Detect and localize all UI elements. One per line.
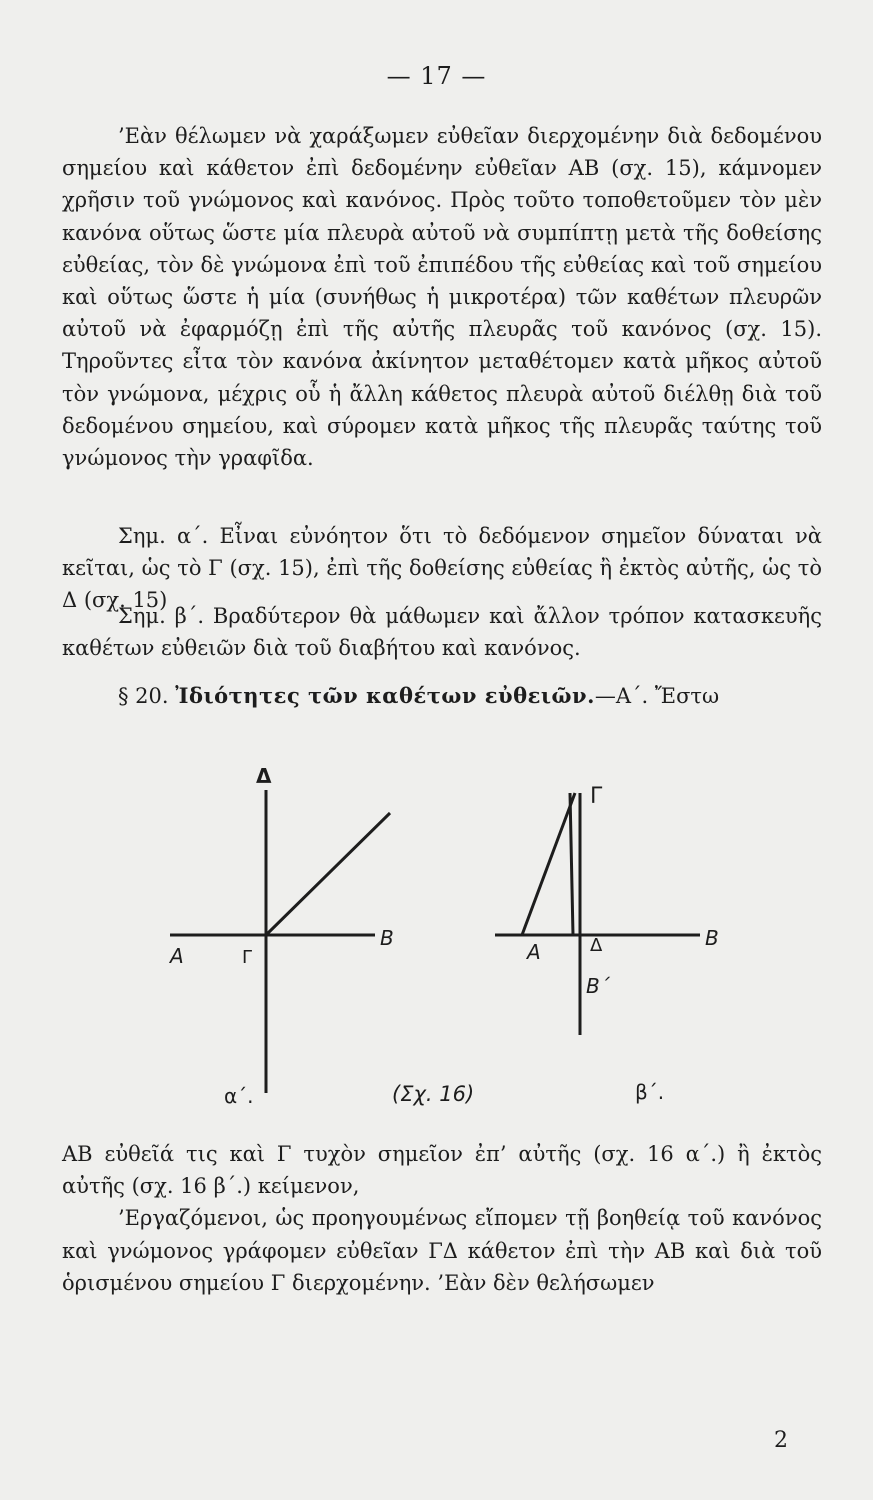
figure-label-alpha: α΄. bbox=[224, 1084, 254, 1108]
oblique-line-left bbox=[266, 813, 390, 935]
figure-16-alpha bbox=[168, 764, 394, 1108]
paragraph-construction bbox=[62, 120, 822, 474]
label-b-right: B bbox=[705, 926, 719, 950]
section-rest: —Α΄. Ἔστω bbox=[594, 684, 720, 708]
section-heading: Ἰδιότητες τῶν καθέτων εὐθειῶν. bbox=[175, 683, 595, 708]
oblique-line-right bbox=[522, 793, 575, 935]
figure-16-beta bbox=[495, 784, 719, 1104]
label-a-left: A bbox=[170, 944, 184, 968]
label-gamma-left: Γ bbox=[242, 947, 253, 968]
figure-caption: (Σχ. 16) bbox=[392, 1082, 475, 1106]
figure-label-beta: β΄. bbox=[635, 1080, 665, 1104]
label-gamma-right: Γ bbox=[590, 784, 603, 809]
paragraph-ab-text: ΑΒ εὐθεῖά τις καὶ Γ τυχὸν σημεῖον ἐπ’ αὐτῆς (σχ. 16 α΄.) ἢ ἐκτὸς αὐτῆς (σχ. 16 β΄.) κείμενον, bbox=[62, 1142, 822, 1199]
paragraph-continuation bbox=[62, 1138, 822, 1299]
note-alpha-text: Σημ. α΄. Εἶναι εὐνόητον ὅτι τὸ δεδόμενον σημεῖον δύναται νὰ κεῖται, ὡς τὸ Γ (σχ. 15), ἐπὶ τῆς δοθείσης εὐθείας ἢ ἐκτὸς αὐτῆς, ὡς τὸ Δ (σχ. 15) bbox=[62, 524, 822, 613]
label-b-left: B bbox=[380, 926, 394, 950]
label-a-right: A bbox=[527, 940, 541, 964]
note-beta-text: Σημ. β΄. Βραδύτερον θὰ μάθωμεν καὶ ἄλλον τρόπον κατασκευῆς καθέτων εὐθειῶν διὰ τοῦ διαβήτου καὶ κανόνος. bbox=[62, 604, 822, 661]
note-beta bbox=[62, 600, 822, 664]
section-number: § 20. bbox=[118, 684, 169, 708]
paragraph-working-text: ’Εργαζόμενοι, ὡς προηγουμένως εἴπομεν τῇ βοηθείᾳ τοῦ κανόνος καὶ γνώμονος γράφομεν εὐθεῖαν ΓΔ κάθετον ἐπὶ τὴν ΑΒ καὶ διὰ τοῦ ὁρισμένου σημείου Γ διερχομένην. ’Εὰν δὲν θελήσωμεν bbox=[62, 1206, 822, 1295]
label-b-prime-right: B΄ bbox=[586, 974, 610, 998]
section-20-line bbox=[62, 680, 822, 712]
label-delta-left: Δ bbox=[256, 764, 272, 788]
page-number: — 17 — bbox=[386, 62, 487, 90]
section-20 bbox=[62, 680, 822, 712]
paragraph-text: ’Εὰν θέλωμεν νὰ χαράξωμεν εὐθεῖαν διερχομένην διὰ δεδομένου σημείου καὶ κάθετον ἐπὶ δεδομένην εὐθεῖαν ΑΒ (σχ. 15), κάμνομεν χρῆσιν τοῦ γνώμονος καὶ κανόνος. Πρὸς τοῦτο τοποθετοῦμεν τὸν μὲν κανόνα οὕτως ὥστε μία πλευρὰ αὐτοῦ νὰ συμπίπτῃ μετὰ τῆς δοθείσης εὐθείας, τὸν δὲ γνώμονα ἐπὶ τοῦ ἐπιπέδου τῆς εὐθείας καὶ τοῦ σημείου καὶ οὕτως ὥστε ἡ μία (συνήθως ἡ μικροτέρα) τῶν καθέτων πλευρῶν αὐτοῦ νὰ ἐφαρμόζῃ ἐπὶ τῆς αὐτῆς πλευρᾶς τοῦ κανόνος (σχ. 15). Τηροῦντες εἶτα τὸν κανόνα ἀκίνητον μεταθέτομεν κατὰ μῆκος αὐτοῦ τὸν γνώμονα, μέχρις οὗ ἡ ἄλλη κάθετος πλευρὰ αὐτοῦ διέλθῃ διὰ τοῦ δεδομένου σημείου, καὶ σύρομεν κατὰ μῆκος τῆς πλευρᾶς ταύτης τοῦ γνώμονος τὴν γραφῖδα. bbox=[62, 124, 822, 471]
label-delta-right: Δ bbox=[590, 935, 603, 956]
figure-16 bbox=[130, 745, 750, 1115]
signature-mark: 2 bbox=[774, 1428, 788, 1453]
second-line-right bbox=[570, 793, 573, 935]
